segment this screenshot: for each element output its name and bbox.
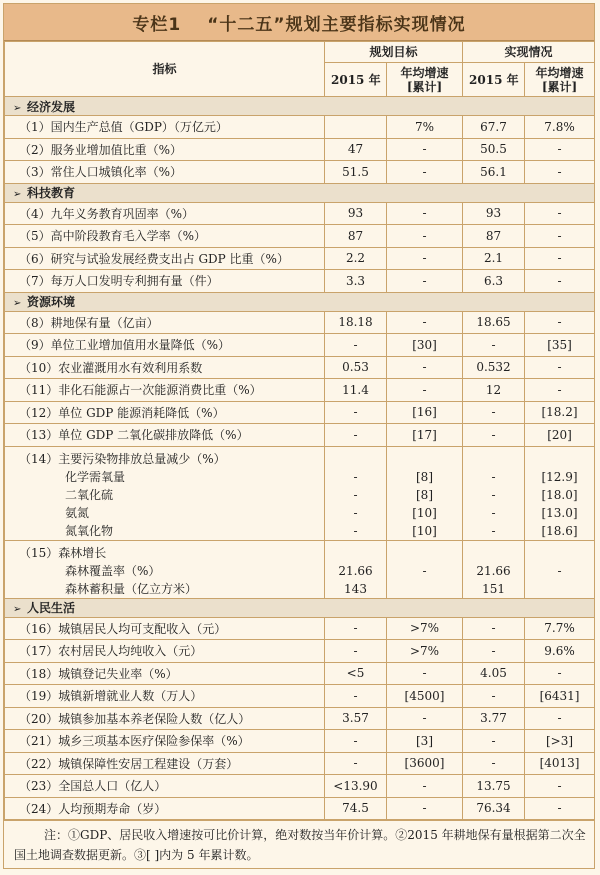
plan-2015-value: <13.90 xyxy=(325,775,387,798)
plan-growth-value: - xyxy=(387,379,463,402)
header-indicator: 指标 xyxy=(5,42,325,97)
section-title: 人民生活 xyxy=(27,601,76,615)
actual-growth-value: [12.9] [18.0] [13.0] [18.6] xyxy=(525,446,595,540)
indicator-table xyxy=(4,41,595,820)
table-row xyxy=(5,334,595,357)
actual-2015-value: 2.1 xyxy=(463,247,525,270)
indicator-label: （5）高中阶段教育毛入学率（%） xyxy=(5,225,325,248)
section-title: 科技教育 xyxy=(27,186,76,200)
arrow-icon: ➢ xyxy=(13,298,22,309)
actual-2015-value: 6.3 xyxy=(463,270,525,293)
table-row xyxy=(5,116,595,139)
actual-growth-value: 7.7% xyxy=(525,617,595,640)
plan-2015-value: - xyxy=(325,685,387,708)
plan-2015-value: - - - - xyxy=(325,446,387,540)
indicator-label: （16）城镇居民人均可支配收入（元） xyxy=(5,617,325,640)
header-actual-growth: 年均增速 [累计] xyxy=(525,63,595,97)
actual-growth-value: [20] xyxy=(525,424,595,447)
header-plan: 规划目标 xyxy=(325,42,463,63)
actual-2015-value: - xyxy=(463,617,525,640)
indicator-label: （12）单位 GDP 能源消耗降低（%） xyxy=(5,401,325,424)
actual-2015-value: 0.532 xyxy=(463,356,525,379)
table-row xyxy=(5,202,595,225)
actual-2015-value: 18.65 xyxy=(463,311,525,334)
plan-2015-value: <5 xyxy=(325,662,387,685)
indicator-label: （20）城镇参加基本养老保险人数（亿人） xyxy=(5,707,325,730)
actual-2015-value: - xyxy=(463,730,525,753)
indicator-label: （10）农业灌溉用水有效利用系数 xyxy=(5,356,325,379)
indicator-label: （15）森林增长 森林覆盖率（%） 森林蓄积量（亿立方米） xyxy=(5,540,325,598)
actual-2015-value: 56.1 xyxy=(463,161,525,184)
header-actual: 实现情况 xyxy=(463,42,595,63)
actual-growth-value: [4013] xyxy=(525,752,595,775)
indicator-label: （18）城镇登记失业率（%） xyxy=(5,662,325,685)
actual-2015-value: 87 xyxy=(463,225,525,248)
section-title: 经济发展 xyxy=(27,99,76,114)
plan-2015-value: - xyxy=(325,617,387,640)
arrow-icon: ➢ xyxy=(13,189,22,200)
table-row-forest xyxy=(5,540,595,598)
actual-2015-value: 67.7 xyxy=(463,116,525,139)
panel-title xyxy=(4,4,594,41)
actual-growth-value: [6431] xyxy=(525,685,595,708)
actual-growth-value: [35] xyxy=(525,334,595,357)
table-row xyxy=(5,797,595,820)
panel-label: 专栏1 xyxy=(132,14,182,35)
plan-growth-value: - xyxy=(387,202,463,225)
plan-growth-value: [3] xyxy=(387,730,463,753)
indicator-label: （19）城镇新增就业人数（万人） xyxy=(5,685,325,708)
plan-growth-value: - xyxy=(387,247,463,270)
plan-growth-value: - xyxy=(387,707,463,730)
actual-2015-value: 13.75 xyxy=(463,775,525,798)
plan-growth-value: >7% xyxy=(387,617,463,640)
plan-growth-value: - xyxy=(387,225,463,248)
actual-2015-value: - xyxy=(463,640,525,663)
section-header xyxy=(5,292,595,311)
table-row xyxy=(5,401,595,424)
indicator-label: （13）单位 GDP 二氧化碳排放降低（%） xyxy=(5,424,325,447)
plan-growth-value: - xyxy=(387,270,463,293)
indicator-label: （6）研究与试验发展经费支出占 GDP 比重（%） xyxy=(5,247,325,270)
plan-2015-value: - xyxy=(325,424,387,447)
header-plan-growth: 年均增速 [累计] xyxy=(387,63,463,97)
table-row xyxy=(5,775,595,798)
plan-growth-value: - xyxy=(387,161,463,184)
indicator-label: （8）耕地保有量（亿亩） xyxy=(5,311,325,334)
panel-title-text: “十二五”规划主要指标实现情况 xyxy=(207,14,466,35)
plan-2015-value: - xyxy=(325,640,387,663)
plan-growth-value: [8] [8] [10] [10] xyxy=(387,446,463,540)
actual-growth-value: - xyxy=(525,161,595,184)
section-header xyxy=(5,598,595,617)
table-row xyxy=(5,685,595,708)
plan-growth-value: [30] xyxy=(387,334,463,357)
actual-2015-value: - xyxy=(463,401,525,424)
plan-2015-value: 11.4 xyxy=(325,379,387,402)
actual-growth-value: [>3] xyxy=(525,730,595,753)
actual-growth-value: - xyxy=(525,138,595,161)
table-row xyxy=(5,356,595,379)
plan-2015-value xyxy=(325,116,387,139)
table-row xyxy=(5,730,595,753)
plan-2015-value: 3.3 xyxy=(325,270,387,293)
plan-2015-value: 47 xyxy=(325,138,387,161)
table-row xyxy=(5,379,595,402)
table-row xyxy=(5,752,595,775)
plan-2015-value: 51.5 xyxy=(325,161,387,184)
indicator-panel xyxy=(3,3,595,869)
actual-growth-value: - xyxy=(525,707,595,730)
indicator-label: （7）每万人口发明专利拥有量（件） xyxy=(5,270,325,293)
plan-growth-value: >7% xyxy=(387,640,463,663)
table-row xyxy=(5,311,595,334)
actual-2015-value: - xyxy=(463,685,525,708)
actual-growth-value: 9.6% xyxy=(525,640,595,663)
actual-growth-value: - xyxy=(525,540,595,598)
plan-2015-value: 74.5 xyxy=(325,797,387,820)
actual-2015-value: - - - - xyxy=(463,446,525,540)
plan-growth-value: 7% xyxy=(387,116,463,139)
table-row xyxy=(5,640,595,663)
indicator-label: （11）非化石能源占一次能源消费比重（%） xyxy=(5,379,325,402)
indicator-label: （21）城乡三项基本医疗保险参保率（%） xyxy=(5,730,325,753)
actual-2015-value: 93 xyxy=(463,202,525,225)
table-row xyxy=(5,161,595,184)
plan-growth-value: - xyxy=(387,311,463,334)
table-row xyxy=(5,247,595,270)
indicator-label: （22）城镇保障性安居工程建设（万套） xyxy=(5,752,325,775)
plan-growth-value: [17] xyxy=(387,424,463,447)
footnote: 注：①GDP、居民收入增速按可比价计算，绝对数按当年价计算。②2015 年耕地保有量根据第二次全国土地调查数据更新。③[ ]内为 5 年累计数。 xyxy=(4,820,594,865)
actual-growth-value: - xyxy=(525,225,595,248)
actual-growth-value: - xyxy=(525,356,595,379)
header-actual-2015: 2015 年 xyxy=(463,63,525,97)
actual-2015-value: 76.34 xyxy=(463,797,525,820)
plan-growth-value: - xyxy=(387,138,463,161)
plan-growth-value: [3600] xyxy=(387,752,463,775)
actual-2015-value: 21.66 151 xyxy=(463,540,525,598)
actual-growth-value: - xyxy=(525,247,595,270)
section-header xyxy=(5,97,595,116)
actual-growth-value: 7.8% xyxy=(525,116,595,139)
plan-growth-value: - xyxy=(387,775,463,798)
plan-2015-value: 93 xyxy=(325,202,387,225)
table-row-pollutants xyxy=(5,446,595,540)
actual-2015-value: 3.77 xyxy=(463,707,525,730)
section-header xyxy=(5,183,595,202)
indicator-label: （23）全国总人口（亿人） xyxy=(5,775,325,798)
arrow-icon: ➢ xyxy=(13,604,22,615)
table-row xyxy=(5,707,595,730)
actual-2015-value: - xyxy=(463,424,525,447)
plan-2015-value: - xyxy=(325,730,387,753)
table-row xyxy=(5,424,595,447)
indicator-label: （2）服务业增加值比重（%） xyxy=(5,138,325,161)
plan-2015-value: 3.57 xyxy=(325,707,387,730)
actual-growth-value: - xyxy=(525,270,595,293)
plan-2015-value: 18.18 xyxy=(325,311,387,334)
plan-growth-value: - xyxy=(387,797,463,820)
actual-growth-value: - xyxy=(525,311,595,334)
actual-2015-value: 50.5 xyxy=(463,138,525,161)
indicator-label: （14）主要污染物排放总量减少（%） 化学需氧量 二氧化硫 氨氮 氮氧化物 xyxy=(5,446,325,540)
actual-2015-value: 12 xyxy=(463,379,525,402)
plan-2015-value: 21.66 143 xyxy=(325,540,387,598)
table-row xyxy=(5,662,595,685)
plan-growth-value: - xyxy=(387,540,463,598)
plan-growth-value: [16] xyxy=(387,401,463,424)
plan-2015-value: - xyxy=(325,334,387,357)
plan-2015-value: 2.2 xyxy=(325,247,387,270)
actual-growth-value: [18.2] xyxy=(525,401,595,424)
actual-growth-value: - xyxy=(525,775,595,798)
indicator-label: （24）人均预期寿命（岁） xyxy=(5,797,325,820)
plan-2015-value: - xyxy=(325,401,387,424)
indicator-label: （17）农村居民人均纯收入（元） xyxy=(5,640,325,663)
table-row xyxy=(5,138,595,161)
section-title: 资源环境 xyxy=(27,295,76,309)
actual-2015-value: - xyxy=(463,334,525,357)
plan-2015-value: - xyxy=(325,752,387,775)
arrow-icon: ➢ xyxy=(13,102,22,114)
actual-growth-value: - xyxy=(525,662,595,685)
plan-2015-value: 87 xyxy=(325,225,387,248)
plan-growth-value: [4500] xyxy=(387,685,463,708)
indicator-label: （4）九年义务教育巩固率（%） xyxy=(5,202,325,225)
actual-2015-value: 4.05 xyxy=(463,662,525,685)
table-row xyxy=(5,225,595,248)
actual-2015-value: - xyxy=(463,752,525,775)
plan-growth-value: - xyxy=(387,662,463,685)
table-row xyxy=(5,617,595,640)
indicator-label: （3）常住人口城镇化率（%） xyxy=(5,161,325,184)
plan-2015-value: 0.53 xyxy=(325,356,387,379)
actual-growth-value: - xyxy=(525,379,595,402)
indicator-label: （1）国内生产总值（GDP）（万亿元） xyxy=(5,116,325,139)
actual-growth-value: - xyxy=(525,202,595,225)
header-plan-2015: 2015 年 xyxy=(325,63,387,97)
actual-growth-value: - xyxy=(525,797,595,820)
plan-growth-value: - xyxy=(387,356,463,379)
indicator-label: （9）单位工业增加值用水量降低（%） xyxy=(5,334,325,357)
table-row xyxy=(5,270,595,293)
